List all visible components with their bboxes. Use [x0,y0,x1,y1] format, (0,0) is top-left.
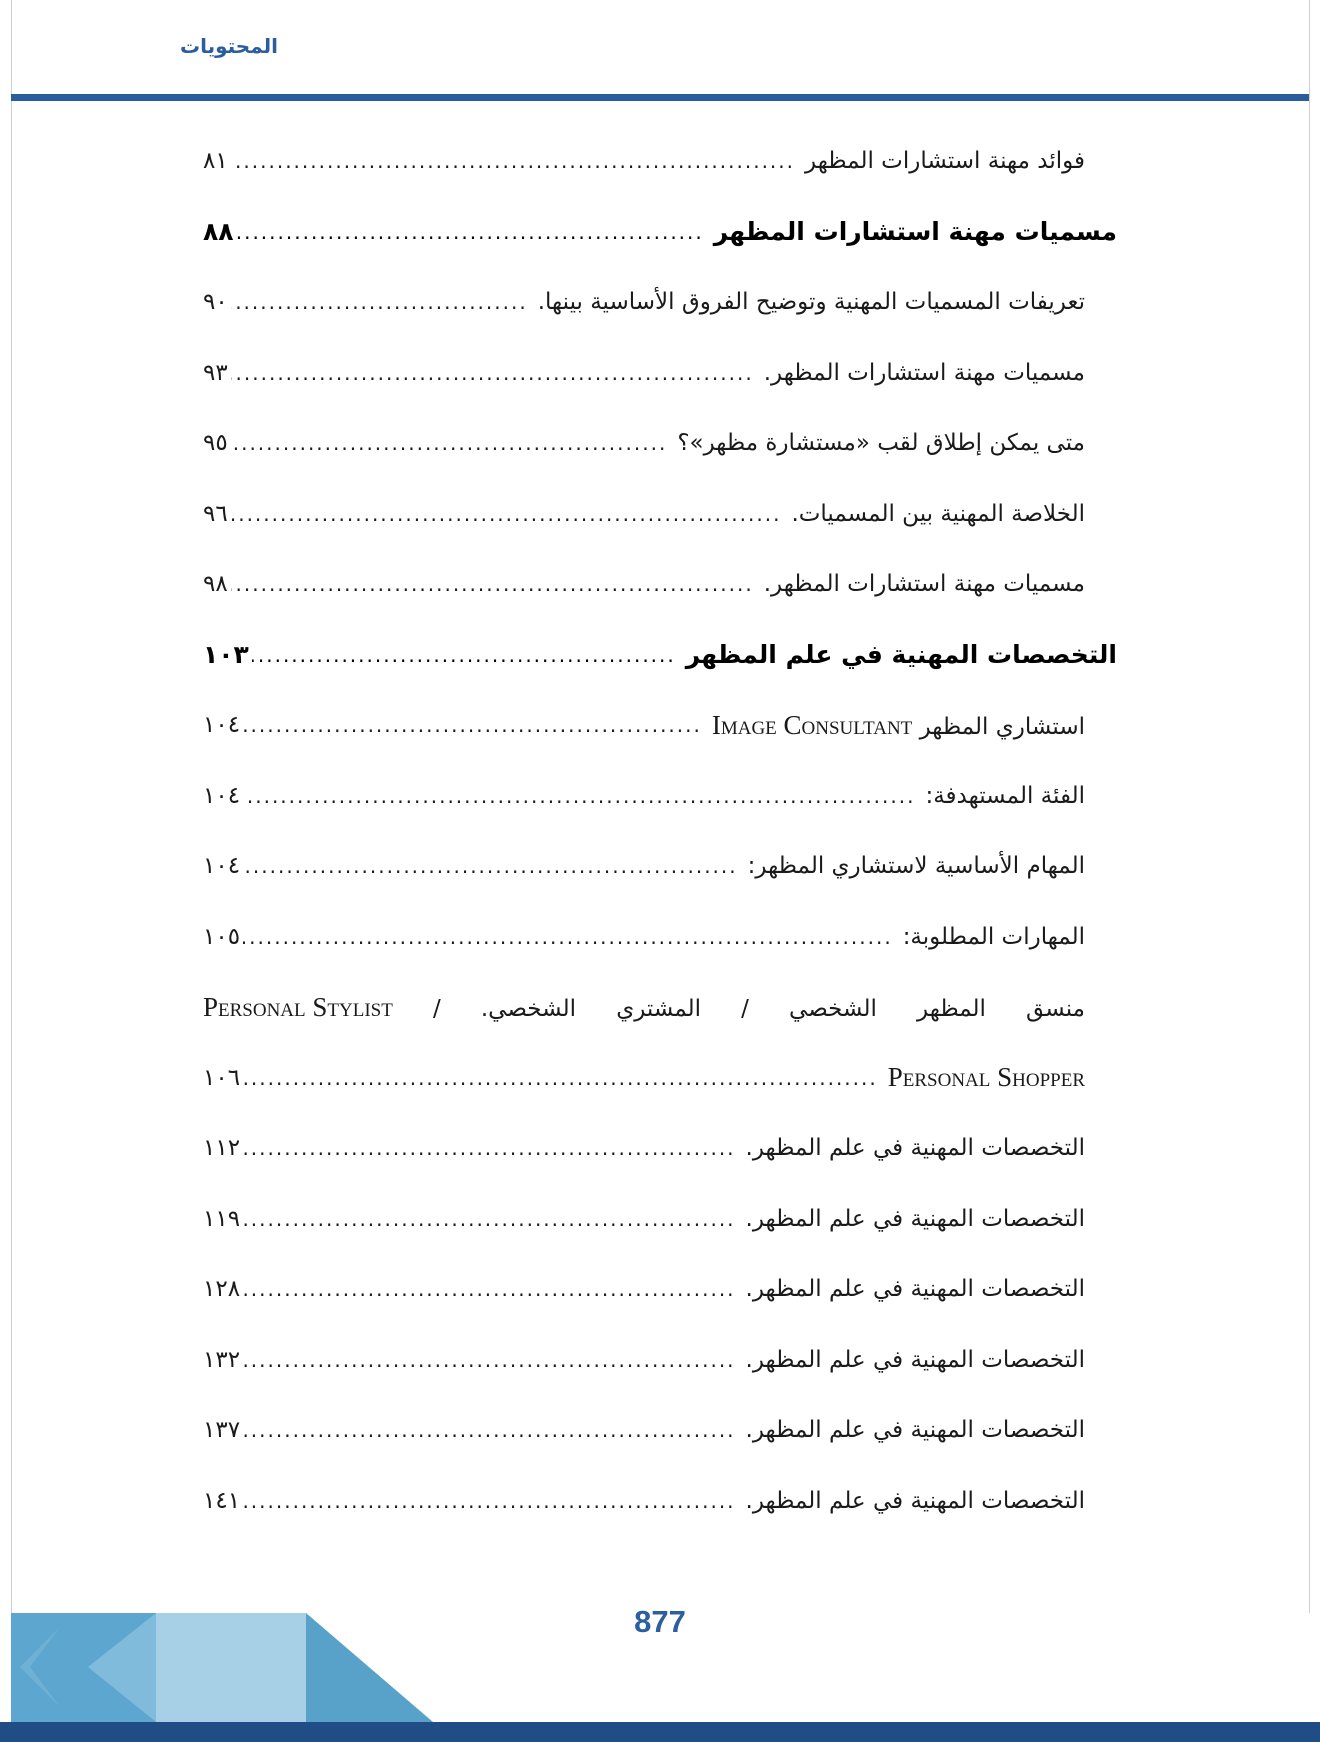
toc-entry-page: ١٠٦ [203,1064,241,1091]
toc-entry-title-arabic: منسق المظهر الشخصي / المشتري الشخصي. / [432,996,1086,1022]
dot-leader [231,361,754,385]
toc-entry-title: التخصصات المهنية في علم المظهر. [745,1276,1085,1303]
dot-leader [231,431,668,455]
toc-entry-page: ١٣٧ [203,1417,241,1444]
footer-block-light [156,1613,306,1722]
dot-leader [252,643,676,667]
toc-entry[interactable] [203,338,1085,409]
dot-leader [231,149,795,173]
toc-entry-title: الفئة المستهدفة: [925,782,1085,809]
dot-leader [231,502,782,526]
toc-section-heading[interactable] [203,620,1117,691]
toc-entry[interactable] [203,1254,1085,1325]
page-border-right [1309,0,1310,1613]
toc-entry-title: المهام الأساسية لاستشاري المظهر: [747,853,1085,880]
toc-entry[interactable] [203,408,1085,479]
dot-leader [243,713,702,737]
toc-entry-page: ١٢٨ [203,1276,241,1303]
toc-entry-title-arabic: استشاري المظهر [919,713,1085,740]
dot-leader [243,1489,735,1513]
toc-entry[interactable] [203,1325,1085,1396]
toc-entry-title: التخصصات المهنية في علم المظهر. [745,1487,1085,1514]
toc-entry-title: التخصصات المهنية في علم المظهر. [745,1346,1085,1373]
toc-entry-page: ١٠٤ [203,853,241,880]
page-header-title: المحتويات [179,34,278,58]
page-border-left [11,0,12,1613]
toc-entry-page: ٩٥ [203,430,228,457]
toc-entry[interactable] [203,690,1085,761]
toc-entry-title: متى يمكن إطلاق لقب «مستشارة مظهر»؟ [677,430,1085,457]
toc-entry-title-english: Image Consultant [711,709,913,740]
toc-entry-page: ٩٠ [203,289,228,316]
toc-entry[interactable] [203,1184,1085,1255]
toc-entry-page: ١٠٥ [203,923,241,950]
toc-entry-title-english: Personal Stylist [203,992,393,1022]
toc-entry-page: ١١٢ [203,1135,241,1162]
dot-leader [243,1418,735,1442]
toc-entry-title: مسميات مهنة استشارات المظهر. [763,359,1085,386]
toc-entry-page: ٨١ [203,148,228,175]
dot-leader [243,1348,735,1372]
toc-entry-title: الخلاصة المهنية بين المسميات. [791,500,1085,527]
toc-entry-title: التخصصات المهنية في علم المظهر. [745,1135,1085,1162]
toc-entry[interactable] [203,479,1085,550]
toc-entry-page: ١٤١ [203,1487,241,1514]
footer-decoration [0,1613,1320,1742]
table-of-contents [203,126,1117,1536]
toc-entry-title: مسميات مهنة استشارات المظهر [713,217,1117,247]
toc-entry-page: ١٣٢ [203,1346,241,1373]
dot-leader [243,1207,735,1231]
toc-entry[interactable] [203,1043,1085,1114]
dot-leader [231,290,528,314]
dot-leader [243,1277,735,1301]
toc-entry-title [712,710,1085,741]
dot-leader [243,1136,735,1160]
footer-bottom-bar [0,1722,1320,1742]
dot-leader [231,572,754,596]
dot-leader [243,925,893,949]
dot-leader [237,220,704,244]
header-divider [11,94,1309,101]
toc-section-heading[interactable] [203,197,1117,268]
toc-entry-title: مسميات مهنة استشارات المظهر. [763,571,1085,598]
page-number: 877 [634,1604,686,1639]
toc-entry-page: ١٠٤ [203,782,241,809]
toc-entry-page: ٩٦ [203,500,228,527]
toc-entry-page: ١٠٤ [203,712,241,739]
toc-entry-page: ٩٨ [203,571,228,598]
toc-entry[interactable] [203,761,1085,832]
toc-entry[interactable] [203,902,1085,973]
toc-entry[interactable] [203,126,1085,197]
dot-leader [243,1066,878,1090]
toc-entry-title: تعريفات المسميات المهنية وتوضيح الفروق الأساسية بينها. [537,289,1085,316]
toc-entry[interactable] [203,549,1085,620]
toc-entry-title: المهارات المطلوبة: [902,923,1085,950]
toc-entry-page: ١٠٣ [203,640,249,670]
toc-entry[interactable] [203,1466,1085,1537]
toc-entry[interactable] [203,1113,1085,1184]
toc-entry-title-english: Personal Shopper [887,1062,1085,1093]
toc-entry-page: ٨٨ [203,217,234,247]
toc-entry-page: ١١٩ [203,1205,241,1232]
toc-entry[interactable] [203,831,1085,902]
footer-slope-shape [306,1613,433,1722]
toc-entry-title [888,1062,1085,1093]
dot-leader [243,784,915,808]
toc-entry-page: ٩٣ [203,359,228,386]
toc-entry-title: التخصصات المهنية في علم المظهر. [745,1205,1085,1232]
dot-leader [243,854,738,878]
toc-entry-wrapped-line[interactable] [203,972,1085,1043]
toc-entry[interactable] [203,267,1085,338]
toc-entry[interactable] [203,1395,1085,1466]
toc-entry-title: فوائد مهنة استشارات المظهر [805,148,1085,175]
toc-entry-title: التخصصات المهنية في علم المظهر. [745,1417,1085,1444]
toc-entry-title: التخصصات المهنية في علم المظهر [685,640,1117,670]
